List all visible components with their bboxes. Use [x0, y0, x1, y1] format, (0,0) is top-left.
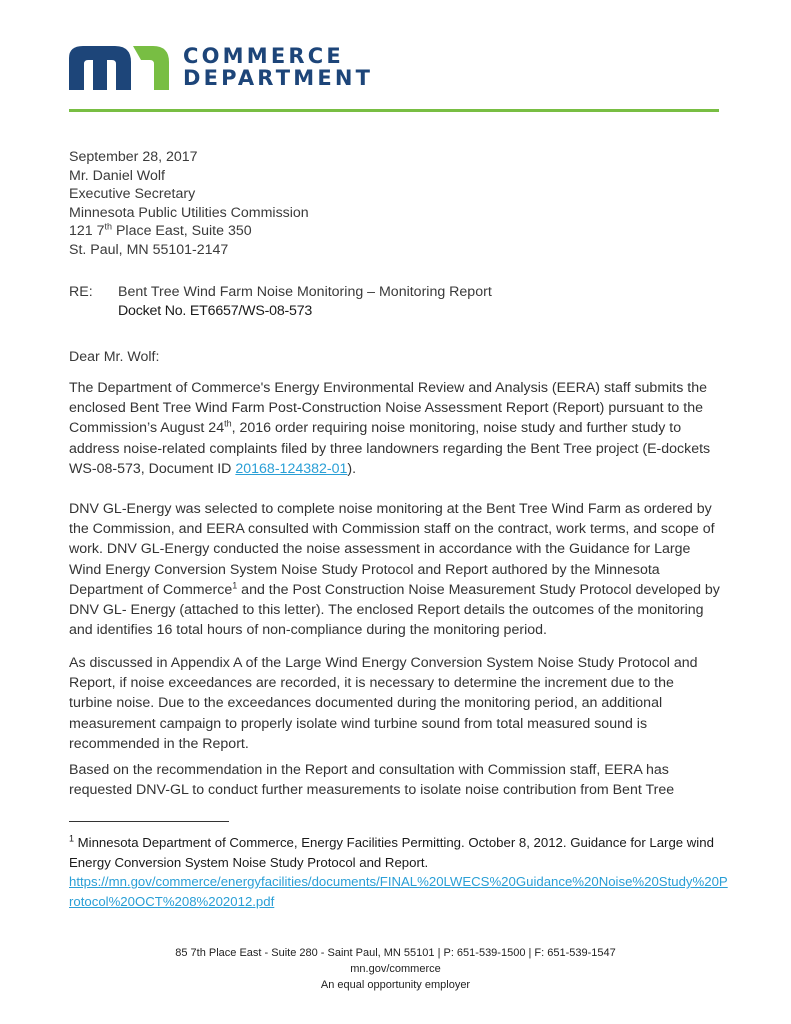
page-footer: [0, 945, 791, 993]
document-id-link[interactable]: 20168-124382-01: [235, 460, 348, 477]
p1-text-a: The Department of Commerce's Energy Environmental Review and Analysis (EERA) staff submits the enclosed Bent Tree Wind Farm Post-Construction Noise Assessment Report (Report) pursuant to the Commission’s August 24: [69, 380, 707, 437]
recipient-name: Mr. Daniel Wolf: [69, 167, 165, 184]
re-subject: Bent Tree Wind Farm Noise Monitoring – Monitoring Report: [118, 284, 492, 300]
recipient-title: Executive Secretary: [69, 186, 196, 202]
p1-text-b: , 2016 order requiring noise monitoring, noise study and further study to address noise-related complaints filed by three landowners regarding the Bent Tree project (E-dockets WS-08-573, Document ID: [69, 420, 711, 477]
street-number: 121 7: [69, 223, 105, 239]
street-name: Place East, Suite 350: [112, 223, 252, 239]
salutation: Dear Mr. Wolf:: [69, 349, 160, 365]
paragraph-1: [69, 378, 721, 479]
footnote-url-link[interactable]: https://mn.gov/commerce/energyfacilities/documents/FINAL%20LWECS%20Guidance%20Noise%20Study%20Protocol%20OCT%208%202012.pdf: [69, 874, 728, 909]
paragraph-4: Based on the recommendation in the Report and consultation with Commission staff, EERA has requested DNV-GL to conduct further measurements to isolate noise contribution from Bent Tree: [69, 762, 675, 799]
org-name: [183, 45, 373, 89]
paragraph-3: As discussed in Appendix A of the Large Wind Energy Conversion System Noise Study Protocol and Report, if noise exceedances are recorded, it is necessary to determine the increment due to the turbine noise. Due to the exceedances documented during the monitoring period, an additional measurement campaign to properly isolate wind turbine sound from total measured sound is recommended in the Report.: [69, 655, 698, 752]
header-divider: [69, 109, 719, 112]
recipient-street: [69, 222, 309, 241]
recipient-organization: Minnesota Public Utilities Commission: [69, 204, 309, 221]
address-block: [69, 148, 309, 259]
footer-eeo: An equal opportunity employer: [320, 979, 471, 991]
footnote-ref[interactable]: 1: [232, 580, 238, 591]
letter-date: September 28, 2017: [69, 149, 198, 165]
mn-logo-icon: [69, 44, 169, 90]
footnote: [69, 833, 729, 911]
recipient-city: St. Paul, MN 55101-2147: [69, 241, 229, 258]
p2-text-a: DNV GL-Energy was selected to complete noise monitoring at the Bent Tree Wind Farm as ordered by the Commission, and EERA consulted with Commission staff on the contract, work terms, and scope of work. DNV GL-Energy conducted the noise assessment in accordance with the Guidance for Large Wind Energy Conversion System Noise Study Protocol and Report authored by the Minnesota Department of Commerce: [69, 501, 715, 598]
footnote-divider: [69, 821, 229, 822]
letterhead-logo: [69, 44, 373, 90]
org-name-line1: COMMERCE: [183, 44, 344, 68]
paragraph-2: [69, 499, 721, 640]
p1-text-c: ).: [347, 460, 357, 477]
footnote-text: Minnesota Department of Commerce, Energy Facilities Permitting. October 8, 2012. Guidance for Large wind Energy Conversion System Noise Study Protocol and Report.: [69, 835, 714, 870]
p1-ordinal: th: [224, 418, 232, 429]
footnote-marker: 1: [69, 833, 75, 844]
footer-address: 85 7th Place East - Suite 280 - Saint Paul, MN 55101 | P: 651-539-1500 | F: 651-539-1547: [175, 947, 616, 959]
org-name-line2: DEPARTMENT: [183, 66, 374, 90]
docket-number: Docket No. ET6657/WS-08-573: [118, 302, 313, 319]
p2-text-b: and the Post Construction Noise Measurement Study Protocol developed by DNV GL- Energy (attached to this letter). The enclosed Report details the outcomes of the monitoring and identifies 16 total hours of non-compliance during the monitoring period.: [69, 581, 720, 639]
street-ordinal: th: [104, 221, 113, 232]
footer-website: mn.gov/commerce: [350, 963, 441, 975]
re-label: RE:: [69, 284, 93, 300]
re-block: [69, 283, 492, 320]
